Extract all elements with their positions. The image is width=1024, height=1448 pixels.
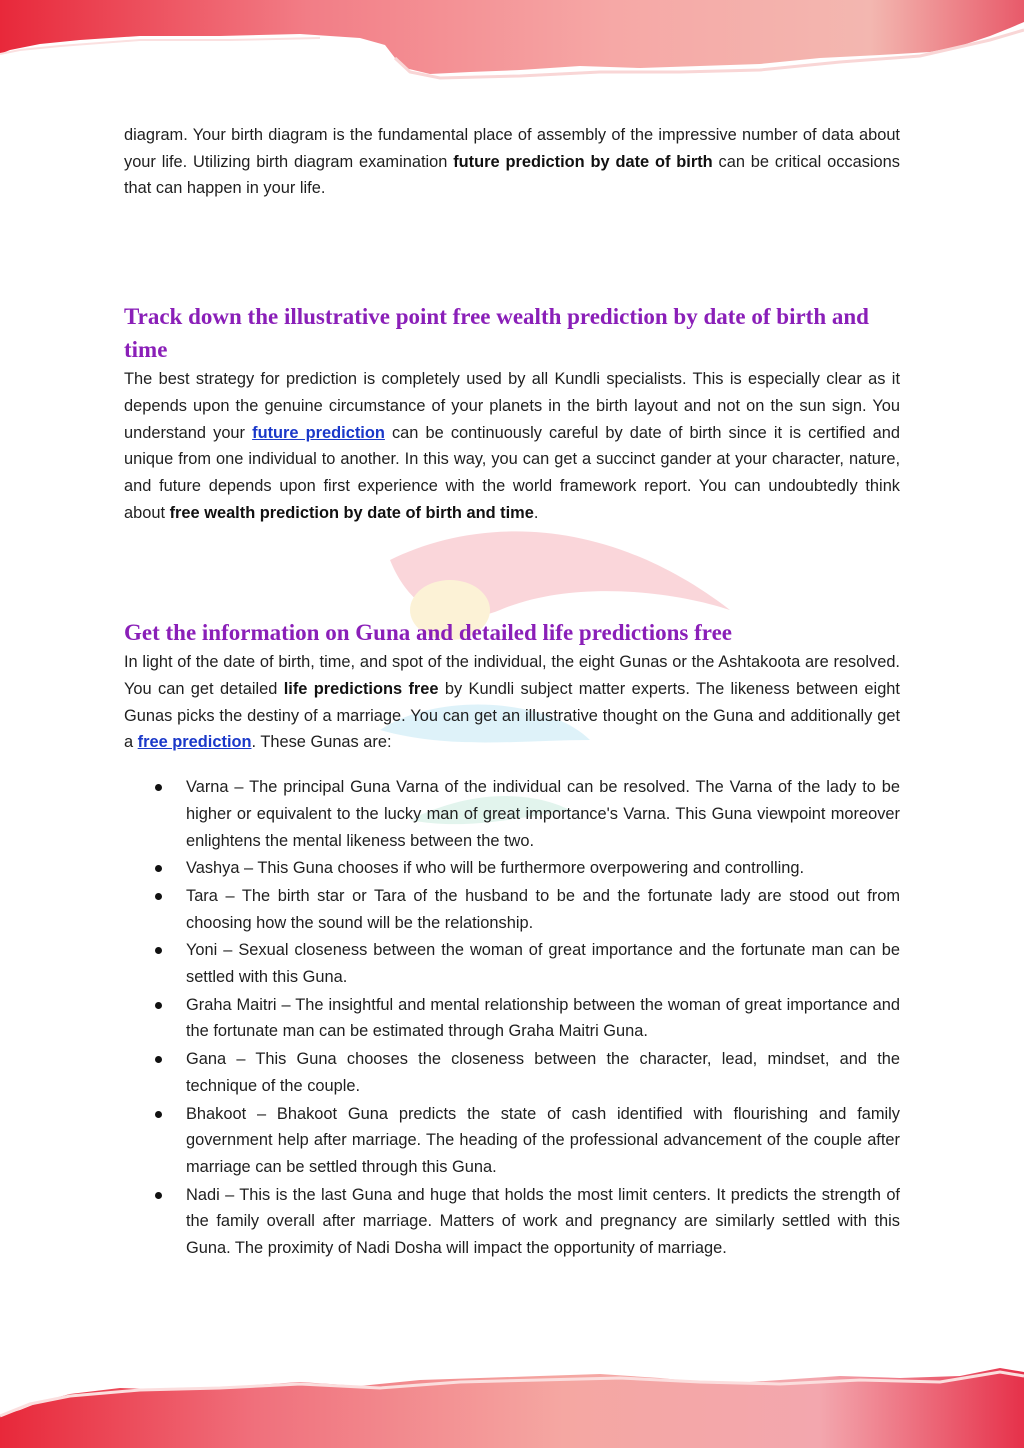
guna-text: Nadi – This is the last Guna and huge that holds the most limit centers. It predicts the strength of the family overall after marriage. Matters of work and pregnancy are similarly settled with this Guna. The proximity of Nadi Dosha will impact the opportunity of marriage. <box>186 1185 900 1258</box>
bullet-icon <box>155 893 162 900</box>
list-item <box>124 883 900 936</box>
intro-text-end: can be critical occasions that can happen in your life. <box>124 152 900 198</box>
section1-text-2: can be continuously careful by date of birth since it is certified and unique from one individual to another. In this way, you can get a succinct gander at your character, nature, and future depends upon first experience with the world framework report. You can undoubtedly think about <box>124 423 900 522</box>
section2-bold-phrase: life predictions free <box>283 680 439 699</box>
bullet-icon <box>155 1192 162 1199</box>
guna-text: Varna – The principal Guna Varna of the individual can be resolved. The Varna of the lady to be higher or equivalent to the lucky man of great importance's Varna. This Guna viewpoint moreover enlightens the mental likeness between the two. <box>186 778 900 850</box>
guna-text: Yoni – Sexual closeness between the woman of great importance and the fortunate man can be settled with this Guna. <box>186 941 900 987</box>
list-item <box>124 1046 900 1099</box>
bullet-icon <box>155 1111 162 1118</box>
guna-text: Tara – The birth star or Tara of the husband to be and the fortunate lady are stood out from choosing how the sound will be the relationship. <box>186 886 900 932</box>
list-item <box>124 1101 900 1181</box>
section-heading-guna: Get the information on Guna and detailed life predictions free <box>124 620 732 646</box>
section1-paragraph <box>124 366 900 526</box>
section2-text-2: by Kundli subject matter experts. The likeness between eight Gunas picks the destiny of a marriage. You can get an illustrative thought on the Guna and additionally get a <box>124 680 900 752</box>
top-torn-paper-banner <box>0 0 1024 100</box>
bullet-icon <box>155 1056 162 1063</box>
section1-text-3: . <box>533 503 539 522</box>
section1-bold-phrase: free wealth prediction by date of birth and time <box>169 503 534 522</box>
section-heading-wealth-prediction: Track down the illustrative point free wealth prediction by date of birth and time <box>124 304 869 363</box>
guna-text: Vashya – This Guna chooses if who will be furthermore overpowering and controlling. <box>186 859 805 878</box>
document-body <box>124 122 900 1263</box>
section2-paragraph <box>124 649 900 756</box>
guna-list <box>124 774 900 1262</box>
bullet-icon <box>155 1002 162 1009</box>
list-item <box>124 1182 900 1262</box>
bullet-icon <box>155 784 162 791</box>
list-item <box>124 855 900 882</box>
guna-text: Graha Maitri – The insightful and mental relationship between the woman of great importance and the fortunate man can be estimated through Graha Maitri Guna. <box>186 995 900 1041</box>
section1-text: The best strategy for prediction is completely used by all Kundli specialists. This is especially clear as it depends upon the genuine circumstance of your planets in the birth layout and not on the sun sign. You understand your <box>124 370 900 442</box>
bottom-torn-paper-banner <box>0 1338 1024 1448</box>
intro-text: diagram. Your birth diagram is the fundamental place of assembly of the impressive number of data about your life. Utilizing birth diagram examination <box>124 126 900 171</box>
list-item <box>124 774 900 854</box>
guna-text: Gana – This Guna chooses the closeness between the character, lead, mindset, and the technique of the couple. <box>186 1050 900 1095</box>
list-item <box>124 937 900 990</box>
intro-bold-phrase: future prediction by date of birth <box>453 152 713 171</box>
section2-text-3: . These Gunas are: <box>251 733 392 752</box>
bullet-icon <box>155 865 162 872</box>
bullet-icon <box>155 947 162 954</box>
intro-paragraph <box>124 122 900 202</box>
guna-text: Bhakoot – Bhakoot Guna predicts the state of cash identified with flourishing and family government help after marriage. The heading of the professional advancement of the couple after marriage can be settled through this Guna. <box>186 1104 900 1176</box>
section2-text: In light of the date of birth, time, and spot of the individual, the eight Gunas or the Ashtakoota are resolved. You can get detailed <box>124 653 900 699</box>
list-item <box>124 992 900 1045</box>
free-prediction-link[interactable]: free prediction <box>137 733 252 752</box>
future-prediction-link[interactable]: future prediction <box>252 423 385 442</box>
